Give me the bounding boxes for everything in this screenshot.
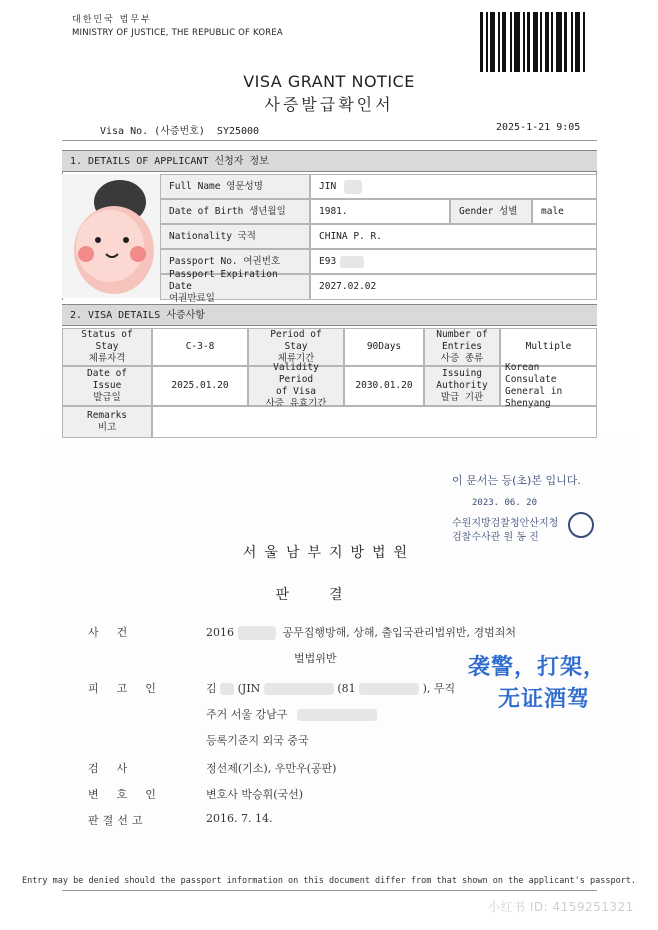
authority-value-line1: Korean Consulate — [505, 362, 557, 385]
redaction-blur — [344, 180, 362, 194]
redaction-blur — [340, 256, 364, 268]
period-label — [248, 328, 344, 366]
remarks-label — [62, 406, 152, 438]
defendant-surname: 김 — [206, 682, 217, 695]
defendant-birth: (81 — [337, 682, 356, 695]
defendant-label: 피고인 — [88, 682, 174, 695]
address-line — [206, 706, 377, 722]
validity-label-en1: Validity Period — [273, 362, 319, 385]
nationality-value: CHINA P. R. — [310, 224, 597, 249]
status-label-en: Status of Stay — [81, 329, 133, 352]
period-label-en: Period of Stay — [270, 329, 322, 352]
passport-no-text: E93 — [319, 255, 337, 267]
annotation-line-2: 无证酒驾 — [498, 687, 591, 712]
authority-label — [424, 366, 500, 406]
face-sticker-icon — [62, 174, 160, 298]
authority-value-line2: General in — [505, 386, 563, 397]
issue-timestamp: 2025-1-21 9:05 — [496, 122, 581, 133]
issue-date-value: 2025.01.20 — [152, 366, 248, 406]
dob-label: Date of Birth 생년월일 — [160, 199, 310, 224]
passport-exp-value: 2027.02.02 — [310, 274, 597, 300]
status-value: C-3-8 — [152, 328, 248, 366]
prosecutor-label: 검사 — [88, 762, 146, 775]
authority-value-line3: Shenyang — [505, 398, 551, 409]
court-name: 서울남부지방법원 — [242, 545, 416, 561]
defendant-value — [206, 680, 455, 696]
case-charges: 공무집행방해, 상해, 출입국관리법위반, 경범죄처 — [282, 626, 516, 639]
title-korean: 사증발급확인서 — [264, 95, 394, 114]
issue-date-label — [62, 366, 152, 406]
stamp-date: 2023. 06. 20 — [472, 498, 538, 508]
issue-date-label-en: Date of Issue — [86, 368, 128, 391]
prosecutor-value: 정선제(기소), 우만우(공판) — [206, 762, 337, 775]
nationality-label: Nationality 국적 — [160, 224, 310, 249]
case-label: 사건 — [88, 626, 146, 639]
visa-section-header: 2. VISA DETAILS 사증사항 — [62, 304, 597, 326]
barcode — [480, 12, 592, 72]
entries-label-en1: Number of — [436, 329, 488, 340]
issue-date-label-kr: 발급일 — [93, 392, 121, 403]
defendant-name: (JIN — [237, 682, 261, 695]
redaction-blur — [264, 683, 334, 695]
divider — [62, 140, 597, 141]
gender-label: Gender 성별 — [450, 199, 532, 224]
authority-label-kr: 발급 기관 — [440, 392, 484, 403]
validity-label — [248, 362, 344, 409]
defendant-occupation: ), 무직 — [422, 682, 456, 695]
dob-value: 1981. — [310, 199, 450, 224]
status-label — [62, 328, 152, 366]
full-name-text: JIN — [319, 180, 337, 192]
visa-number-value: SY25000 — [216, 126, 260, 137]
copy-stamp-text: 이 문서는 등(초)본 입니다. — [452, 474, 581, 487]
official-seal-icon — [568, 512, 594, 538]
redaction-blur — [297, 709, 377, 721]
ministry-english: MINISTRY OF JUSTICE, THE REPUBLIC OF KOREA — [72, 28, 283, 38]
remarks-label-en: Remarks — [86, 410, 128, 421]
ministry-korean: 대한민국 법무부 — [72, 15, 152, 25]
passport-exp-label-en: Passport Expiration Date — [169, 269, 278, 292]
verdict-date-label: 판결선고 — [88, 814, 147, 827]
footer-note: Entry may be denied should the passport information on this document differ from that shown on the applicant's passport. — [21, 876, 637, 886]
entries-value: Multiple — [500, 328, 597, 366]
case-charges-cont: 벌법위반 — [294, 652, 337, 665]
address-text: 주거 서울 강남구 — [206, 708, 288, 721]
counsel-value: 변호사 박승휘(국선) — [206, 788, 304, 801]
stamp-office: 수원지방검찰청안산지청 — [452, 518, 559, 529]
case-value — [206, 624, 516, 640]
remarks-value — [152, 406, 597, 438]
validity-value: 2030.01.20 — [344, 366, 424, 406]
footer-divider — [62, 890, 597, 891]
redaction-blur — [220, 683, 234, 695]
redaction-blur — [238, 626, 276, 640]
passport-exp-label-kr: 여권만료일 — [169, 293, 215, 304]
passport-exp-label — [160, 269, 310, 304]
entries-label-en2: Entries — [441, 341, 483, 352]
watermark: 小红书 ID: 4159251321 — [488, 900, 634, 914]
period-value: 90Days — [344, 328, 424, 366]
case-number: 2016 — [206, 626, 234, 639]
period-label-kr: 체류기간 — [277, 353, 315, 364]
remarks-label-kr: 비고 — [97, 422, 117, 433]
full-name-value — [310, 174, 597, 199]
entries-label-kr: 사증 종류 — [440, 353, 484, 364]
gender-value: male — [532, 199, 597, 224]
validity-label-kr: 사증 유효기간 — [265, 398, 327, 409]
authority-label-en2: Authority — [436, 380, 488, 391]
applicant-section-header: 1. DETAILS OF APPLICANT 신청자 정보 — [62, 150, 597, 172]
passport-no-label: Passport No. 여권번호 — [160, 249, 310, 274]
annotation-line-1: 袭警，打架， — [468, 655, 607, 680]
authority-label-en1: Issuing — [441, 368, 483, 379]
passport-no-value — [310, 249, 597, 274]
title-english: VISA GRANT NOTICE — [243, 72, 415, 91]
verdict-date-value: 2016. 7. 14. — [206, 812, 273, 825]
validity-label-en2: of Visa — [275, 386, 317, 397]
authority-value — [500, 362, 597, 409]
registry-line: 등록기준지 외국 중국 — [206, 734, 309, 747]
applicant-photo — [62, 174, 161, 298]
full-name-label: Full Name 영문성명 — [160, 174, 310, 199]
visa-number-label: Visa No. (사증번호) — [100, 126, 205, 137]
status-label-kr: 체류자격 — [88, 353, 126, 364]
document-type: 판결 — [275, 587, 383, 603]
visa-number — [100, 122, 259, 137]
redaction-blur — [359, 683, 419, 695]
counsel-label: 변호인 — [88, 788, 174, 801]
entries-label — [424, 328, 500, 366]
stamp-officer: 검찰수사관 원 동 진 — [452, 532, 539, 543]
